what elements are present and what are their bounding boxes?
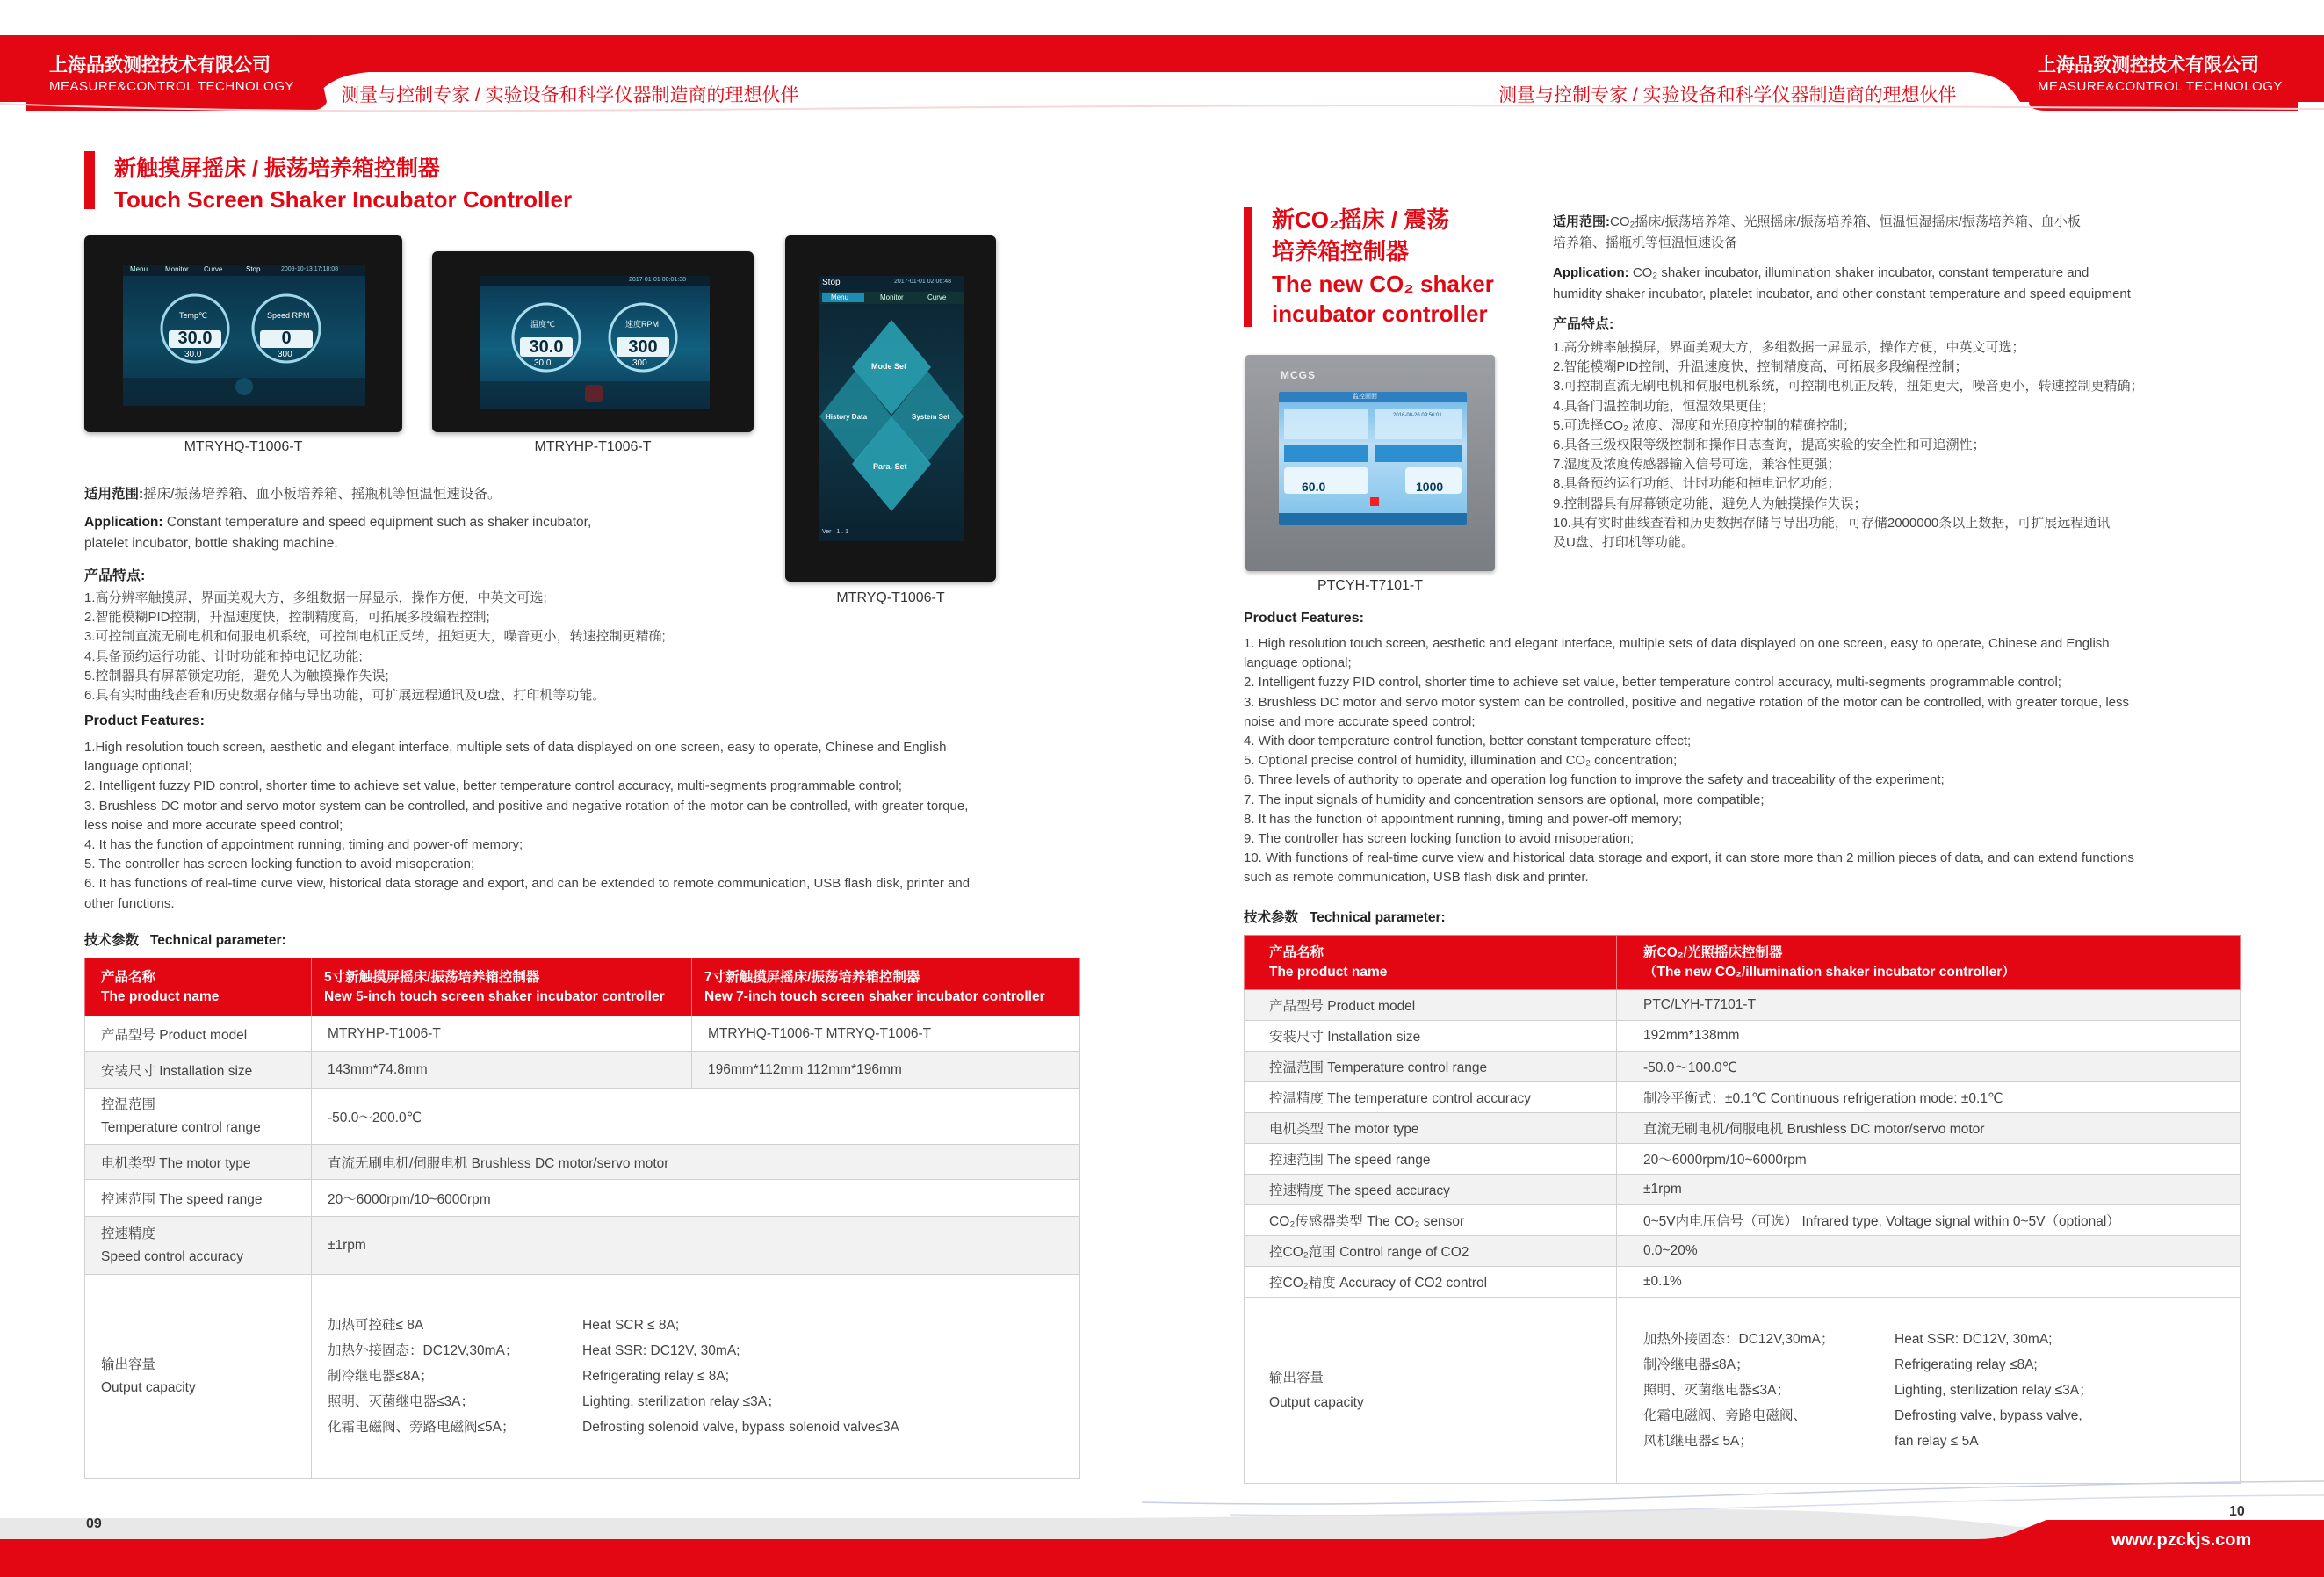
- brand-name-en-left: MEASURE&CONTROL TECHNOLOGY: [49, 79, 294, 94]
- tagline-left: 测量与控制专家 / 实验设备和科学仪器制造商的理想伙伴: [341, 85, 799, 105]
- feature-line: 9. The controller has screen locking function to avoid misoperation;: [1244, 831, 1635, 847]
- application-text: Constant temperature and speed equipment such as shaker incubator,: [166, 515, 592, 530]
- feature-line: Heat SCR ≤ 8A;: [582, 1318, 680, 1333]
- lcd3-stop: Stop: [822, 278, 841, 287]
- product-image-ptcyh: [1245, 355, 1495, 571]
- row-value-output: [1617, 1298, 2241, 1484]
- feature-line: fan relay ≤ 5A: [1895, 1434, 1979, 1449]
- right-scope: [1553, 213, 2081, 233]
- feature-line: 加热可控硅≤ 8A: [328, 1318, 424, 1333]
- feature-line: 4.具备预约运行功能、计时功能和掉电记忆功能;: [84, 648, 363, 664]
- feature-line: Defrosting solenoid valve, bypass solenoid valve≤3A: [582, 1420, 899, 1435]
- mcgs-title: 监控画面: [1353, 394, 1377, 400]
- feature-line: Heat SSR: DC12V, 30mA;: [582, 1343, 740, 1358]
- row-value: -50.0～200.0℃: [312, 1089, 1080, 1145]
- lcd2-graphics: [480, 276, 710, 409]
- row-value: 直流无刷电机/伺服电机 Brushless DC motor/servo motor: [1617, 1113, 2241, 1144]
- feature-line: language optional;: [1244, 655, 1352, 671]
- feature-line: 6. Three levels of authority to operate and operation log function to improve the safety and traceability of the experiment;: [1244, 772, 1945, 788]
- feature-line: Lighting, sterilization relay ≤3A；: [582, 1394, 781, 1409]
- row-label: 控温范围 Temperature control range: [1245, 1052, 1617, 1082]
- row-label: 输出容量 Output capacity: [85, 1275, 312, 1479]
- lcd1-stop: Stop: [246, 265, 261, 273]
- left-title-cn: 新触摸屏摇床 / 振荡培养箱控制器: [114, 156, 440, 181]
- right-title-en: The new CO₂ shaker incubator controller: [1272, 271, 1494, 327]
- row-value: MTRYHP-T1006-T: [312, 1016, 692, 1052]
- feature-line: 1.High resolution touch screen, aesthetic and elegant interface, multiple sets of data displayed on one screen, easy to operate, Chinese and English: [84, 740, 947, 755]
- feature-line: other functions.: [84, 895, 175, 911]
- title-accent-bar-left: [84, 151, 95, 209]
- feature-line: 2. Intelligent fuzzy PID control, shorter time to achieve set value, better temperature control accuracy, multi-segments programmable control;: [1244, 675, 2061, 691]
- tech-cn: 技术参数: [1244, 910, 1299, 925]
- page-number-right: 10: [2229, 1504, 2245, 1519]
- right-application-2: humidity shaker incubator, platelet incubator, and other constant temperature and speed equipment: [1553, 286, 2131, 301]
- feature-line: 化霜电磁阀、旁路电磁阀≤5A；: [328, 1420, 516, 1435]
- right-features-cn: [1553, 338, 2144, 553]
- table-row: [1245, 1082, 2241, 1113]
- right-title-cn: 新CO₂摇床 / 震荡 培养箱控制器: [1272, 206, 1450, 264]
- lcd3-history: History Data: [826, 413, 868, 421]
- feature-line: 8.具备预约运行功能、计时功能和掉电记忆功能；: [1553, 476, 1841, 492]
- lcd2-date: 2017-01-01 00:01:38: [629, 277, 686, 283]
- lcd1-temp-value: 30.0: [177, 329, 213, 348]
- feature-line: 2.智能模糊PID控制，升温速度快，控制精度高，可拓展多段编程控制;: [84, 610, 490, 626]
- mcgs-graphics: [1279, 392, 1467, 525]
- feature-line: 加热外接固态：DC12V,30mA；: [328, 1343, 519, 1358]
- application-label: Application:: [1553, 265, 1629, 280]
- right-features-en-heading: Product Features:: [1244, 611, 1364, 626]
- feature-line: 风机继电器≤ 5A；: [1643, 1434, 1753, 1449]
- lcd3-version: Ver : 1 . 1: [822, 529, 848, 535]
- row-label: 控速精度 Speed control accuracy: [85, 1217, 312, 1275]
- row-value: PTC/LYH-T7101-T: [1617, 990, 2241, 1021]
- right-features-en: [1244, 634, 2134, 888]
- title-accent-bar-right: [1244, 207, 1252, 327]
- feature-line: 7. The input signals of humidity and concentration sensors are optional, more compatible;: [1244, 792, 1765, 807]
- feature-line: 7.湿度及浓度传感器输入信号可选，兼容性更强；: [1553, 457, 1841, 473]
- table-row: [1245, 1052, 2241, 1082]
- feature-line: 5.控制器具有屏幕锁定功能，避免人为触摸操作失误;: [84, 668, 389, 684]
- row-value: ±1rpm: [1617, 1175, 2241, 1205]
- model-label-mtryhq: MTRYHQ-T1006-T: [184, 439, 303, 454]
- table-row: [85, 1016, 1080, 1052]
- lcd1-speed-set: 300: [278, 350, 292, 359]
- lcd-graphics: [123, 265, 365, 406]
- table-row: [1245, 1267, 2241, 1298]
- th-product-name: 产品名称 The product name: [1245, 936, 1617, 990]
- lcd1-curve: Curve: [204, 265, 223, 273]
- lcd2-speed-set: 300: [632, 358, 647, 368]
- feature-line: Heat SSR: DC12V, 30mA;: [1895, 1332, 2053, 1347]
- feature-line: 5. The controller has screen locking function to avoid misoperation;: [84, 857, 475, 872]
- lcd1-speed-value: 0: [281, 329, 292, 348]
- feature-line: language optional;: [84, 759, 192, 775]
- table-row: [1245, 1205, 2241, 1236]
- feature-line: 4. With door temperature control function, better constant temperature effect;: [1244, 734, 1692, 749]
- left-features-cn: [84, 589, 1086, 705]
- table-header-row: [85, 958, 1080, 1016]
- row-value: 196mm*112mm 112mm*196mm: [692, 1052, 1080, 1089]
- application-label: Application:: [84, 515, 163, 530]
- th-7inch: 7寸新触摸屏摇床/振荡培养箱控制器 New 7-inch touch screen shaker incubator controller: [692, 958, 1080, 1016]
- table-row: [85, 1052, 1080, 1089]
- lcd3-monitor: Monitor: [880, 293, 904, 301]
- tech-en: Technical parameter:: [1309, 910, 1446, 925]
- left-spec-table: [84, 958, 1080, 1479]
- feature-line: 加热外接固态：DC12V,30mA；: [1643, 1332, 1835, 1347]
- row-value: -50.0～100.0℃: [1617, 1052, 2241, 1082]
- row-label: 控CO₂精度 Accuracy of CO2 control: [1245, 1267, 1617, 1298]
- lcd3-curve: Curve: [927, 293, 947, 301]
- application-text: CO₂ shaker incubator, illumination shaker incubator, constant temperature and: [1632, 265, 2089, 280]
- feature-line: noise and more accurate speed control;: [1244, 713, 1476, 729]
- lcd3-system: System Set: [912, 413, 950, 421]
- scope-label: 适用范围:: [1553, 214, 1610, 229]
- product-image-mtryq: [785, 235, 996, 582]
- table-row: [85, 1145, 1080, 1180]
- table-row-output: [85, 1275, 1080, 1479]
- th-product-name: 产品名称 The product name: [85, 958, 312, 1016]
- feature-line: less noise and more accurate speed control;: [84, 817, 343, 833]
- lcd2-temp-label: 温度℃: [530, 320, 556, 329]
- feature-line: 1.高分辨率触摸屏，界面美观大方，多组数据一屏显示，操作方便，中英文可选;: [84, 590, 547, 605]
- left-title-en: Touch Screen Shaker Incubator Controller: [114, 186, 573, 213]
- feature-line: 5. Optional precise control of humidity, illumination and CO₂ concentration;: [1244, 753, 1678, 769]
- row-label: 电机类型 The motor type: [1245, 1113, 1617, 1144]
- th-5inch: 5寸新触摸屏摇床/振荡培养箱控制器 New 5-inch touch screen shaker incubator controller: [312, 958, 692, 1016]
- feature-line: 4.具备门温控制功能，恒温效果更佳；: [1553, 398, 1775, 414]
- lcd3-mode: Mode Set: [871, 362, 907, 371]
- feature-line: 6. It has functions of real-time curve view, historical data storage and export, and can be extended to remote communication, USB flash disk, printer and: [84, 876, 971, 892]
- lcd3-date: 2017-01-01 02:06:48: [894, 279, 951, 285]
- feature-line: Lighting, sterilization relay ≤3A；: [1895, 1383, 2093, 1398]
- row-value: 制冷平衡式：±0.1℃ Continuous refrigeration mode: ±0.1℃: [1617, 1082, 2241, 1113]
- feature-line: 制冷继电器≤8A；: [328, 1369, 434, 1384]
- table-row: [1245, 1021, 2241, 1052]
- table-row: [85, 1217, 1080, 1275]
- table-row: [1245, 1175, 2241, 1205]
- left-application: [84, 513, 752, 533]
- left-features-en-heading: Product Features:: [84, 713, 205, 728]
- left-application-2: platelet incubator, bottle shaking machine.: [84, 536, 338, 551]
- row-value: 192mm*138mm: [1617, 1021, 2241, 1052]
- feature-line: 4. It has the function of appointment running, timing and power-off memory;: [84, 837, 523, 853]
- tech-en: Technical parameter:: [149, 933, 286, 948]
- brand-name-cn-left: 上海品致测控技术有限公司: [49, 55, 271, 76]
- lcd1-temp-set: 30.0: [184, 350, 202, 359]
- header-decoration: [0, 0, 2324, 141]
- left-features-cn-heading: 产品特点:: [84, 568, 146, 583]
- row-label: 控速精度 The speed accuracy: [1245, 1175, 1617, 1205]
- lcd2-temp-set: 30.0: [534, 358, 552, 368]
- feature-line: 10.具有实时曲线查看和历史数据存储与导出功能，可存储2000000条以上数据，可扩展远程通讯: [1553, 515, 2111, 531]
- page-number-left: 09: [86, 1516, 102, 1531]
- footer-decoration: [0, 1476, 2324, 1577]
- feature-line: 6.具有实时曲线查看和历史数据存储与导出功能，可扩展远程通讯及U盘、打印机等功能。: [84, 688, 606, 704]
- row-label: 控速范围 The speed range: [1245, 1144, 1617, 1175]
- scope-text: CO₂摇床/振荡培养箱、光照摇床/振荡培养箱、恒温恒湿摇床/振荡培养箱、血小板: [1610, 214, 2081, 229]
- feature-line: Refrigerating relay ≤8A;: [1895, 1357, 2038, 1372]
- lcd2-temp-value: 30.0: [529, 337, 564, 357]
- product-image-mtryhq: [84, 235, 402, 432]
- row-value: 20～6000rpm/10~6000rpm: [312, 1180, 1080, 1217]
- feature-line: 制冷继电器≤8A；: [1643, 1357, 1750, 1372]
- row-value: 0.0~20%: [1617, 1236, 2241, 1267]
- feature-line: 3.可控制直流无刷电机和伺服电机系统，可控制电机正反转，扭矩更大，噪音更小，转速控制更精确；: [1553, 379, 2144, 394]
- feature-line: 8. It has the function of appointment running, timing and power-off memory;: [1244, 811, 1683, 827]
- feature-line: such as remote communication, USB flash disk and printer.: [1244, 870, 1589, 886]
- lcd1-speed-label: Speed RPM: [267, 311, 310, 320]
- mcgs-brand: MCGS: [1281, 369, 1316, 381]
- row-label: 产品型号 Product model: [1245, 990, 1617, 1021]
- feature-line: Refrigerating relay ≤ 8A;: [582, 1369, 730, 1384]
- feature-line: 6.具备三级权限等级控制和操作日志查询，提高实验的安全性和可追溯性；: [1553, 438, 1986, 453]
- brand-name-cn-right: 上海品致测控技术有限公司: [2038, 55, 2259, 76]
- row-label: 输出容量 Output capacity: [1245, 1298, 1617, 1484]
- table-row: [1245, 1144, 2241, 1175]
- row-label: 控CO₂范围 Control range of CO2: [1245, 1236, 1617, 1267]
- lcd1-date: 2009-10-13 17:18:08: [281, 266, 338, 272]
- row-value: 143mm*74.8mm: [312, 1052, 692, 1089]
- feature-line: 照明、灭菌继电器≤3A；: [1643, 1383, 1790, 1398]
- mcgs-value-1: 60.0: [1302, 480, 1326, 494]
- feature-line: 3. Brushless DC motor and servo motor system can be controlled, and positive and negative rotation of the motor can be controlled, with greater torque,: [84, 798, 969, 814]
- left-tech-heading: [84, 930, 286, 949]
- row-label: 产品型号 Product model: [85, 1016, 312, 1052]
- lcd2-speed-value: 300: [628, 337, 658, 357]
- row-label: 安装尺寸 Installation size: [1245, 1021, 1617, 1052]
- lcd3-graphics: [819, 276, 964, 541]
- right-tech-heading: [1244, 907, 1446, 926]
- mcgs-value-2: 1000: [1416, 480, 1444, 494]
- row-label: 控速范围 The speed range: [85, 1180, 312, 1217]
- table-row: [1245, 1113, 2241, 1144]
- lcd1-monitor: Monitor: [165, 265, 189, 273]
- right-spec-table: [1244, 935, 2241, 1484]
- th-co2-controller: 新CO₂/光照摇床控制器 （The new CO₂/illumination shaker incubator controller）: [1617, 936, 2241, 990]
- row-label: 控温精度 The temperature control accuracy: [1245, 1082, 1617, 1113]
- model-label-mtryq: MTRYQ-T1006-T: [836, 590, 945, 605]
- feature-line: 化霜电磁阀、旁路电磁阀、: [1643, 1408, 1808, 1423]
- model-label-mtryhp: MTRYHP-T1006-T: [534, 439, 652, 454]
- brand-name-en-right: MEASURE&CONTROL TECHNOLOGY: [2038, 79, 2283, 94]
- row-label: CO₂传感器类型 The CO₂ sensor: [1245, 1205, 1617, 1236]
- feature-line: 及U盘、打印机等功能。: [1553, 535, 1694, 551]
- right-features-cn-heading: 产品特点:: [1553, 317, 1614, 332]
- table-row: [85, 1089, 1080, 1145]
- website-url: www.pzckjs.com: [2111, 1530, 2252, 1550]
- scope-text: 摇床/振荡培养箱、血小板培养箱、摇瓶机等恒温恒速设备。: [143, 487, 502, 502]
- feature-line: 1. High resolution touch screen, aesthetic and elegant interface, multiple sets of data displayed on one screen, easy to operate, Chinese and English: [1244, 636, 2110, 651]
- row-value: 0~5V内电压信号（可选） Infrared type, Voltage signal within 0~5V（optional）: [1617, 1205, 2241, 1236]
- row-value: 20～6000rpm/10~6000rpm: [1617, 1144, 2241, 1175]
- row-value: ±1rpm: [312, 1217, 1080, 1275]
- mcgs-date: 2016-08-26 09:56:01: [1393, 413, 1442, 418]
- feature-line: 2. Intelligent fuzzy PID control, shorter time to achieve set value, better temperature control accuracy, multi-segments programmable control;: [84, 778, 902, 794]
- feature-line: 9.控制器具有屏幕锁定功能，避免人为触摸操作失误；: [1553, 496, 1867, 511]
- table-row: [1245, 990, 2241, 1021]
- row-value: MTRYHQ-T1006-T MTRYQ-T1006-T: [692, 1016, 1080, 1052]
- feature-line: 照明、灭菌继电器≤3A；: [328, 1394, 474, 1409]
- tech-cn: 技术参数: [84, 933, 140, 948]
- table-row: [1245, 1236, 2241, 1267]
- scope-label: 适用范围:: [84, 487, 144, 502]
- feature-line: Defrosting valve, bypass valve,: [1895, 1408, 2082, 1423]
- table-row-output: [1245, 1298, 2241, 1484]
- table-header-row: [1245, 936, 2241, 990]
- feature-line: 1.高分辨率触摸屏，界面美观大方，多组数据一屏显示，操作方便，中英文可选；: [1553, 340, 2025, 355]
- feature-line: 3.可控制直流无刷电机和伺服电机系统，可控制电机正反转，扭矩更大，噪音更小，转速控制更精确;: [84, 629, 666, 645]
- lcd2-speed-label: 速度RPM: [625, 320, 659, 329]
- feature-line: 3. Brushless DC motor and servo motor system can be controlled, positive and negative rotation of the motor can be controlled, with greater torque, less: [1244, 694, 2130, 710]
- lcd3-menu: Menu: [831, 293, 849, 301]
- row-value-output: [312, 1275, 1080, 1479]
- row-value: 直流无刷电机/伺服电机 Brushless DC motor/servo motor: [312, 1145, 1080, 1180]
- product-image-mtryhp: [432, 251, 754, 432]
- row-value: ±0.1%: [1617, 1267, 2241, 1298]
- right-application: [1553, 264, 2089, 284]
- model-label-ptcyh: PTCYH-T7101-T: [1317, 578, 1424, 593]
- right-scope-2: 培养箱、摇瓶机等恒温恒速设备: [1553, 235, 1738, 250]
- feature-line: 2.智能模糊PID控制，升温速度快，控制精度高，可拓展多段编程控制；: [1553, 359, 1968, 375]
- left-features-en: [84, 738, 1086, 914]
- lcd1-menu: Menu: [130, 265, 148, 273]
- feature-line: 10. With functions of real-time curve view and historical data storage and export, it can store more than 2 million pieces of data, and can extend functions: [1244, 850, 2134, 866]
- feature-line: 5.可选择CO₂ 浓度、湿度和光照度控制的精确控制；: [1553, 417, 1857, 433]
- tagline-right: 测量与控制专家 / 实验设备和科学仪器制造商的理想伙伴: [1498, 85, 1957, 105]
- table-row: [85, 1180, 1080, 1217]
- row-label: 控温范围 Temperature control range: [85, 1089, 312, 1145]
- lcd1-temp-label: Temp℃: [179, 311, 208, 320]
- row-label: 电机类型 The motor type: [85, 1145, 312, 1180]
- row-label: 安装尺寸 Installation size: [85, 1052, 312, 1089]
- lcd3-para: Para. Set: [873, 462, 907, 471]
- left-scope: [84, 485, 699, 505]
